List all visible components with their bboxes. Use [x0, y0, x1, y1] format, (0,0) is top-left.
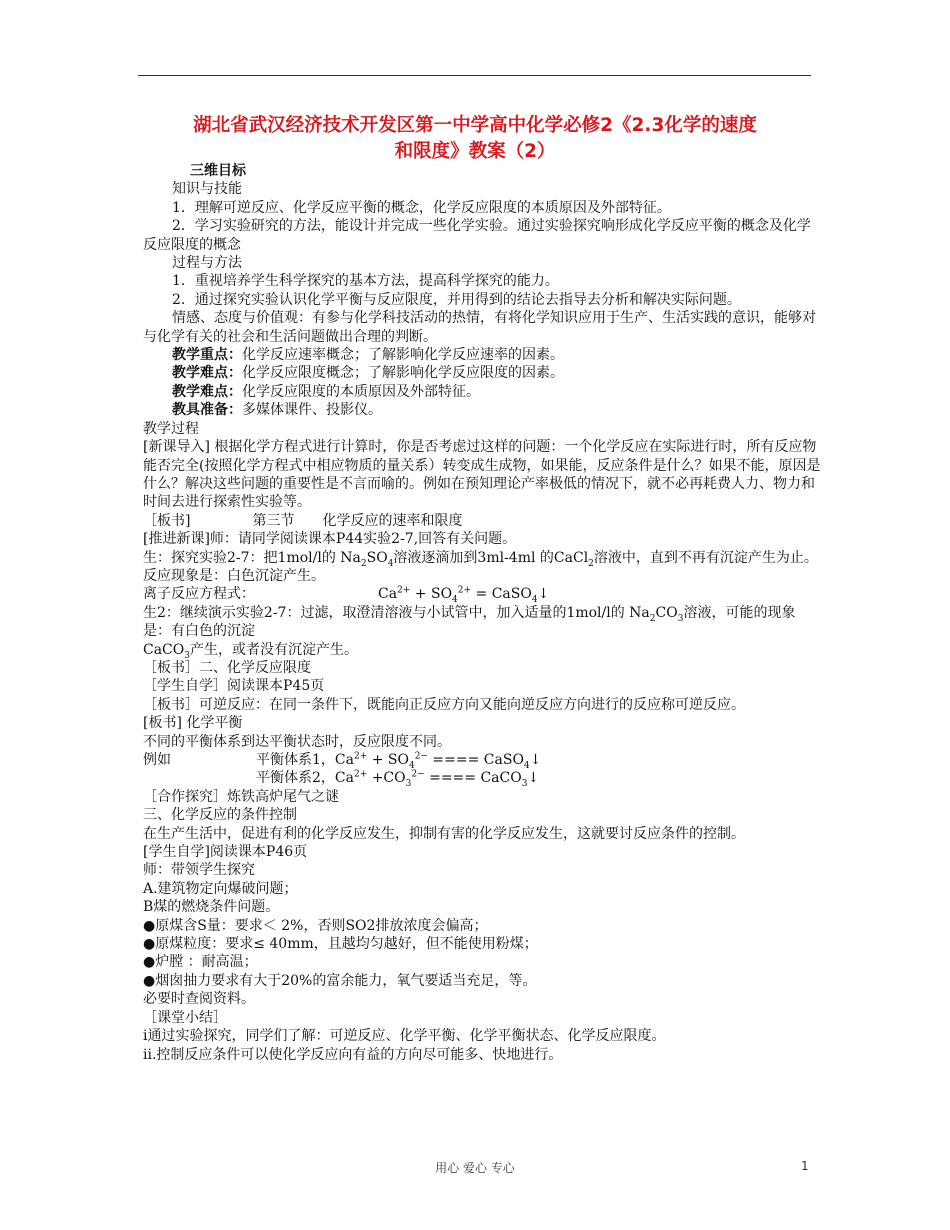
section-heading: 三、化学反应的条件控制 [143, 807, 297, 824]
tag: ［板书] [143, 512, 191, 529]
bullet-item: ●炉膛 ：耐高温； [143, 954, 258, 971]
bullet-item: ●烟囱抽力要求有大于20%的富余能力，氧气要适当充足，等。 [143, 972, 537, 989]
list-item: A.建筑物定向爆破问题； [143, 880, 298, 897]
board-line: ［课堂小结］ [143, 1009, 227, 1026]
text: 化学反应速率概念；了解影响化学反应速率的因素。 [242, 347, 564, 364]
paragraph: 生2：继续演示实验2-7：过滤，取澄清溶液与小试管中，加入适量的1mol/l的 $Na_2CO_3$溶液，可能的现象是：有白色的沉淀 [143, 604, 796, 640]
equation-line: 离子反应方程式： $Ca^{2+} + SO_4^{2+}$ = CaSO$_4$↓ [143, 585, 550, 606]
paragraph: 不同的平衡体系到达平衡状态时，反应限度不同。 [143, 733, 451, 750]
page-number: 1 [801, 1159, 809, 1173]
paragraph: [学生自学]阅读课本P46页 [143, 844, 308, 861]
paragraph: 1．理解可逆反应、化学反应平衡的概念，化学反应限度的本质原因及外部特征。 [172, 199, 671, 216]
paragraph: ［学生自学］阅读课本P45页 [143, 678, 325, 695]
section-heading: 三维目标 [190, 163, 246, 179]
subheading: 知识与技能 [172, 181, 242, 198]
paragraph: [新课导入] 根据化学方程式进行计算时，你是否考虑过这样的问题：一个化学反应在实际进行时，所有反应物能否完全(按照化学方程式中相应物质的量关系）转变成生成物，如果能，反应条件是什么？如果不能，原因是什么？解决这些问题的重要性是不言而喻的。例如在预知理论产率极低的情况下，就不必再耗费人力、物力和时间去进行探索性实验等。 [143, 439, 821, 511]
board-line: [板书] 化学平衡 [143, 715, 243, 732]
header-rule [138, 75, 811, 76]
paragraph: ［板书］可逆反应：在同一条件下，既能向正反应方向又能向逆反应方向进行的反应称可逆反应。 [143, 696, 745, 713]
equation-line: 平衡体系2，$Ca^{2+} +CO_3^{2-}$ ==== CaCO$_3$↓ [256, 769, 540, 790]
label: 教学重点： [172, 347, 242, 364]
paragraph: CaCO$_3$产生，或者没有沉淀产生。 [143, 641, 358, 661]
summary-item: i通过实验探究，同学们了解：可逆反应、化学平衡、化学平衡状态、化学反应限度。 [143, 1028, 666, 1045]
paragraph: 在生产生活中，促进有利的化学反应发生，抑制有害的化学反应发生，这就要讨反应条件的控制。 [143, 825, 745, 842]
text: 化学反应限度的本质原因及外部特征。 [242, 383, 480, 400]
summary-item: ii.控制反应条件可以使化学反应向有益的方向尽可能多、快地进行。 [143, 1046, 563, 1063]
subheading: 过程与方法 [172, 255, 242, 272]
section-title: 化学反应的速率和限度 [322, 512, 463, 529]
key-point-line [143, 383, 823, 401]
equation-line: 例如 平衡体系1，$Ca^{2+} + SO_4^{2-}$ ==== CaSO$_4$↓ [143, 751, 542, 771]
paragraph: 必要时查阅资料。 [143, 991, 255, 1008]
paragraph: 生：探究实验2-7：把1mol/l的 $Na_2SO_4$溶液逐滴加到3ml-4ml 的CaCl$_2$溶液中，直到不再有沉淀产生为止。 [143, 549, 818, 569]
bullet-item: ●原煤含S量：要求＜ 2%，否则SO2排放浓度会偏高； [143, 917, 488, 934]
section-label: 第三节 [252, 512, 295, 529]
key-point-line [143, 346, 823, 364]
subheading: 教学过程 [143, 420, 199, 437]
title-line-2: 和限度》教案（2） [394, 141, 556, 162]
list-item: B煤的燃烧条件问题。 [143, 899, 280, 916]
key-point-line [143, 401, 823, 419]
paragraph: 情感、态度与价值观：有参与化学科技活动的热情，有将化学知识应用于生产、生活实践的意识，能够对与化学有关的社会和生活问题做出合理的判断。 [143, 310, 816, 345]
document-body [143, 162, 823, 1064]
board-line [143, 512, 823, 530]
paragraph: [推进新课]师：请同学阅读课本P44实验2-7,回答有关问题。 [143, 531, 517, 548]
paragraph: 师：带领学生探究 [143, 862, 255, 879]
paragraph: 2．学习实验研究的方法，能设计并完成一些化学实验。通过实验探究响形成化学反应平衡的概念及化学反应限度的概念 [143, 218, 811, 253]
title-line-1: 湖北省武汉经济技术开发区第一中学高中化学必修2《2.3化学的速度 [193, 115, 757, 136]
board-line: ［板书］二、化学反应限度 [143, 659, 311, 676]
label: 教具准备： [172, 402, 242, 419]
bullet-item: ●原煤粒度：要求≤ 40mm，且越均匀越好，但不能使用粉煤； [143, 936, 538, 953]
document-title [125, 113, 825, 165]
paragraph: 反应现象是：白色沉淀产生。 [143, 567, 325, 584]
paragraph: 2．通过探究实验认识化学平衡与反应限度，并用得到的结论去指导去分析和解决实际问题。 [172, 291, 741, 308]
text: 多媒体课件、投影仪。 [242, 402, 382, 419]
text: 化学反应限度概念；了解影响化学反应限度的因素。 [242, 365, 564, 382]
key-point-line [143, 364, 823, 382]
paragraph: 1．重视培养学生科学探究的基本方法，提高科学探究的能力。 [172, 273, 559, 290]
paragraph: ［合作探究］炼铁高炉尾气之谜 [143, 788, 339, 805]
label: 教学难点： [172, 365, 242, 382]
label: 教学难点： [172, 383, 242, 400]
footer-slogan: 用心 爱心 专心 [435, 1161, 515, 1175]
